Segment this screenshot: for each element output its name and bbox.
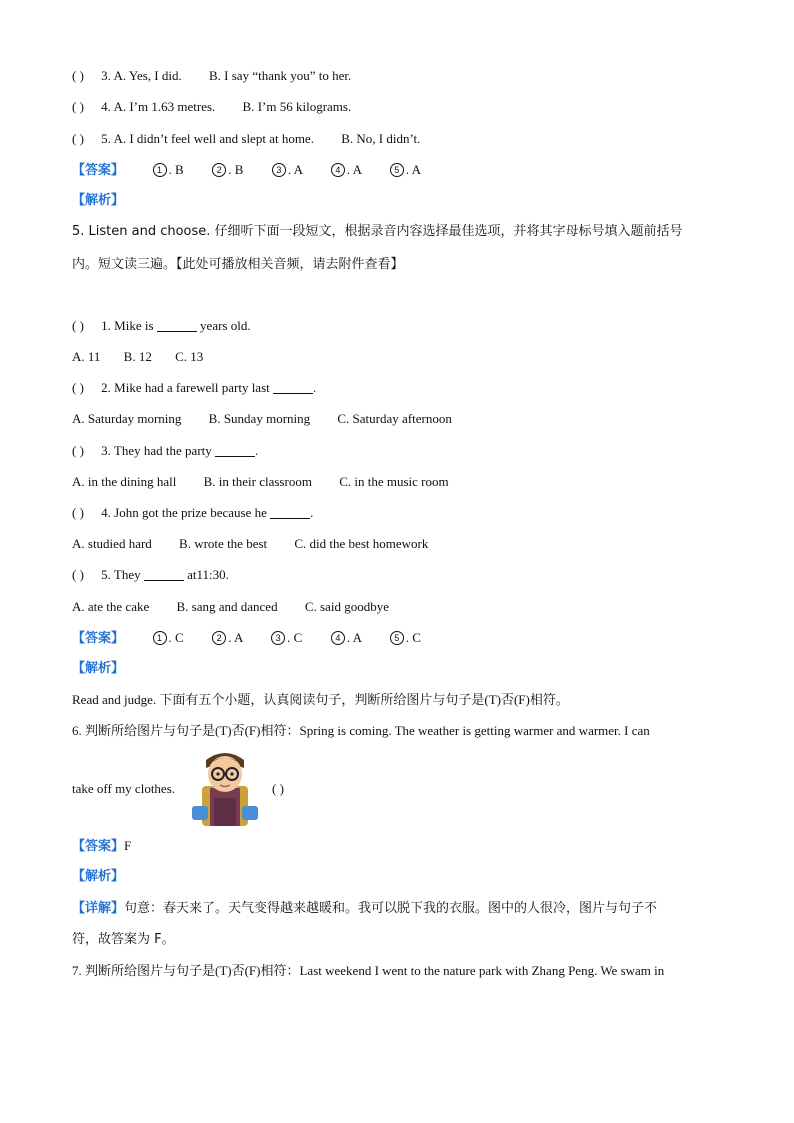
right-glove <box>242 806 258 820</box>
question-number: 3. <box>101 68 111 83</box>
fill-blank <box>273 381 313 394</box>
cold-boy-picture <box>188 746 262 828</box>
answer-block-2 <box>72 629 421 648</box>
answer-tag: 【答案】 <box>72 839 125 854</box>
option-b: B. wrote the best <box>179 536 268 551</box>
section-5-instruction-line1: 5. Listen and choose. 仔细听下面一段短文，根据录音内容选择最佳选项，并将其字母标号填入题前括号 <box>72 224 683 239</box>
option-a: A. in the dining hall <box>72 474 177 489</box>
option-c: C. said goodbye <box>304 599 389 614</box>
answer-paren[interactable]: ( ) <box>72 99 84 114</box>
option-b: B. I say “thank you” to her. <box>208 68 352 83</box>
answer-item: 1 . B <box>153 162 184 177</box>
sub-question-2: ( ) 2. Mike had a farewell party last . <box>72 380 317 395</box>
answer-paren[interactable]: ( ) <box>72 443 84 458</box>
detail-tag: 【详解】 <box>72 901 125 916</box>
sub-question-1: ( ) 1. Mike is years old. <box>72 318 251 333</box>
answer-tag: 【答案】 <box>72 631 125 646</box>
answer-item: 3 . C <box>271 630 302 645</box>
sub-question-5: ( ) 5. They at11:30. <box>72 567 229 582</box>
answer-item: 1 . C <box>153 630 184 645</box>
question-5 <box>72 130 420 148</box>
option-b: B. 12 <box>123 349 152 364</box>
question-6-line1: 6. 判断所给图片与句子是(T)否(F)相符：Spring is coming. The weather is getting warmer and warmer. I can <box>72 723 650 738</box>
option-b: B. I’m 56 kilograms. <box>242 99 352 114</box>
option-a: A. Saturday morning <box>72 411 182 426</box>
answer-value: F <box>124 838 132 853</box>
option-b: B. No, I didn’t. <box>341 131 421 146</box>
section-5-instruction-line2: 内。短文读三遍。【此处可播放相关音频，请去附件查看】 <box>72 257 404 272</box>
answer-paren[interactable]: ( ) <box>72 68 84 83</box>
option-a: A. ate the cake <box>72 599 150 614</box>
fill-blank <box>270 506 310 519</box>
read-judge-instruction: Read and judge. 下面有五个小题，认真阅读句子，判断所给图片与句子是(T)否(F)相符。 <box>72 692 569 707</box>
answer-paren[interactable]: ( ) <box>72 318 84 333</box>
answer-item: 3 . A <box>272 162 302 177</box>
answer-paren[interactable]: ( ) <box>72 131 84 146</box>
option-a: A. I didn’t feel well and slept at home. <box>113 131 314 146</box>
analysis-tag: 【解析】 <box>72 193 125 208</box>
question-number: 5. <box>101 131 111 146</box>
fill-blank <box>215 444 255 457</box>
sub-options-4 <box>72 535 428 553</box>
question-number: 4. <box>101 99 111 114</box>
option-a: A. Yes, I did. <box>113 68 182 83</box>
option-a: A. I’m 1.63 metres. <box>113 99 216 114</box>
answer-paren[interactable]: ( ) <box>72 505 84 520</box>
question-4 <box>72 98 351 116</box>
answer-item: 4 . A <box>331 162 361 177</box>
option-c: C. did the best homework <box>294 536 429 551</box>
answer-block-1 <box>72 161 421 180</box>
question-3 <box>72 67 351 85</box>
answer-paren[interactable]: ( ) <box>272 781 284 796</box>
sub-question-3: ( ) 3. They had the party . <box>72 443 259 458</box>
answer-item: 4 . A <box>331 630 361 645</box>
answer-paren[interactable]: ( ) <box>72 567 84 582</box>
answer-item: 5 . A <box>390 162 421 177</box>
option-c: C. in the music room <box>339 474 449 489</box>
detail-line1: 【详解】句意：春天来了。天气变得越来越暖和。我可以脱下我的衣服。图中的人很冷，图片与句子不 <box>72 901 658 916</box>
option-a: A. studied hard <box>72 536 152 551</box>
answer-tag: 【答案】 <box>72 163 125 178</box>
answer-item: 2 . A <box>212 630 242 645</box>
fill-blank <box>157 319 197 332</box>
question-6-line2: take off my clothes. <box>72 781 176 796</box>
left-glove <box>192 806 208 820</box>
analysis-tag: 【解析】 <box>72 661 125 676</box>
option-b: B. sang and danced <box>176 599 278 614</box>
option-a: A. 11 <box>72 349 101 364</box>
sub-options-1 <box>72 348 203 366</box>
detail-line2: 符，故答案为 F。 <box>72 932 175 947</box>
sub-question-4: ( ) 4. John got the prize because he . <box>72 505 314 520</box>
answer-block-3 <box>72 837 131 856</box>
sub-options-3 <box>72 473 449 491</box>
sub-options-2 <box>72 410 452 428</box>
option-b: B. in their classroom <box>203 474 312 489</box>
answer-paren[interactable]: ( ) <box>72 380 84 395</box>
answer-item: 5 . C <box>390 630 421 645</box>
option-c: C. Saturday afternoon <box>337 411 452 426</box>
fill-blank <box>144 568 184 581</box>
analysis-tag: 【解析】 <box>72 869 125 884</box>
question-7-line1: 7. 判断所给图片与句子是(T)否(F)相符：Last weekend I went to the nature park with Zhang Peng. We swam in <box>72 963 665 978</box>
option-b: B. Sunday morning <box>208 411 311 426</box>
answer-item: 2 . B <box>212 162 243 177</box>
sub-options-5 <box>72 598 389 616</box>
option-c: C. 13 <box>175 349 204 364</box>
